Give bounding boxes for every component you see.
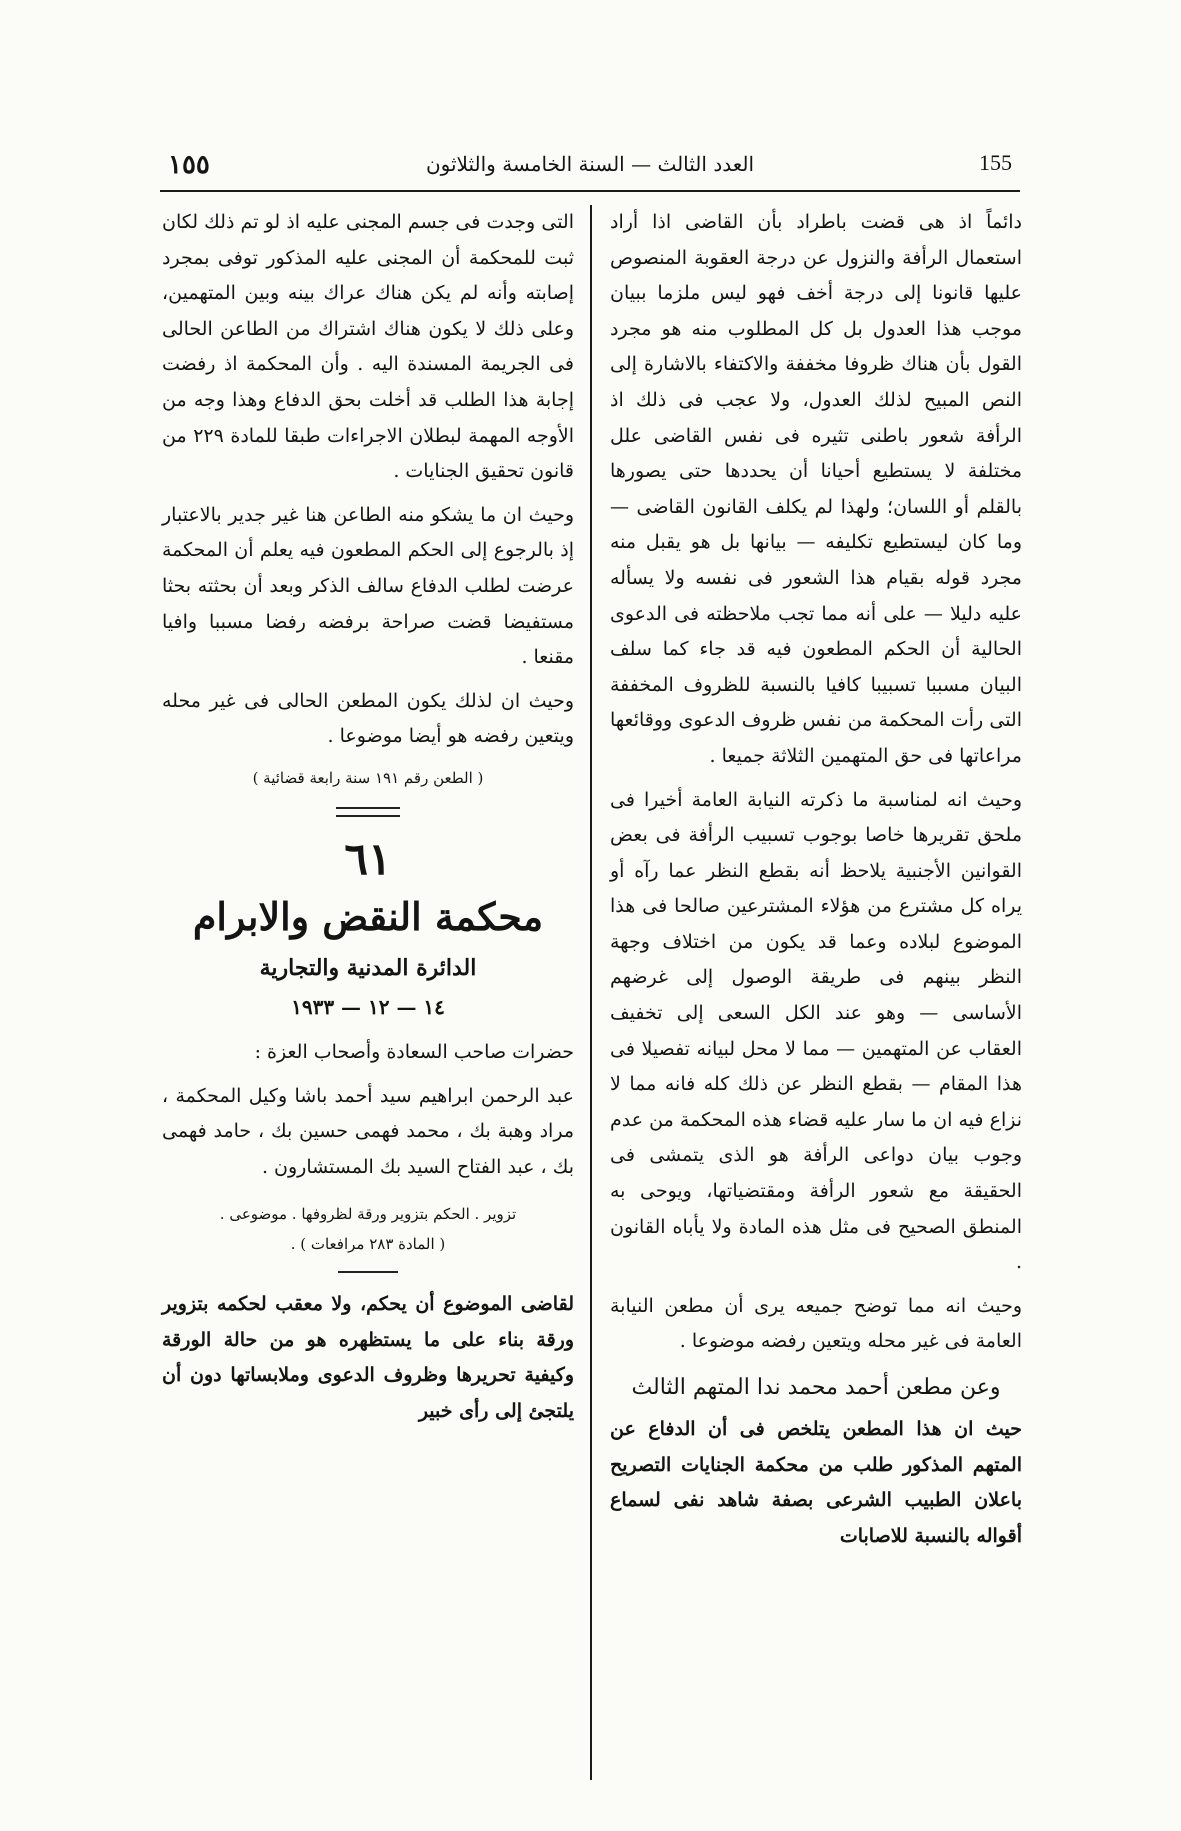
paragraph: لقاضى الموضوع أن يحكم، ولا معقب لحكمه بتزوير ورقة بناء على ما يستظهره هو من حالة الورقة وكيفية تحريرها وظروف الدعوى وملابساتها دون أن يلتجئ إلى رأى خبير	[162, 1293, 574, 1423]
paragraph: وحيث ان ما يشكو منه الطاعن هنا غير جدير بالاعتبار إذ بالرجوع إلى الحكم المطعون فيه يعلم أن المحكمة عرضت لطلب الدفاع سالف الذكر وبعد أن بحثته بحثا مستفيضا قضت صراحة برفضه رفضا مسببا وافيا مقنعا .	[162, 503, 574, 669]
chamber-title: الدائرة المدنية والتجارية	[259, 954, 477, 981]
case-reference: ( الطعن رقم ١٩١ سنة رابعة قضائية )	[252, 768, 484, 787]
paragraph: التى وجدت فى جسم المجنى عليه اذ لو تم ذلك لكان ثبت للمحكمة أن المجنى عليه المذكور توفى بمجرد إصابته وأنه لم يكن هناك عراك بينه وبين المتهمين، وعلى ذلك لا يكون هناك اشتراك من الطاعن الحالى فى الجريمة المسندة اليه . وأن المحكمة اذ رفضت إجابة هذا الطلب قد أخلت بحق الدفاع وهذا وجه من الأوجه المهمة لبطلان الاجراءات طبقا للمادة ٢٢٩ من قانون تحقيق الجنايات .	[162, 211, 574, 483]
page-number-arabic: ١٥٥	[168, 150, 210, 180]
section-number: ٦١	[344, 833, 392, 885]
paragraph: وحيث انه لمناسبة ما ذكرته النيابة العامة أخيرا فى ملحق تقريرها خاصا بوجوب تسبيب الرأفة فى بعض القوانين الأجنبية يلاحظ أنه بقطع النظر عما رآه أو يراه كل مشترع من هؤلاء المشترعين صالحا فى هذا الموضوع لبلاده وعما قد يكون من اختلاف وجهة النظر بينهم فى طريقة الوصول إلى غرضهم الأساسى — وهو عند الكل السعى إلى تخفيف العقاب عن المتهمين — مما لا محل لبيانه تفصيلا فى هذا المقام — بقطع النظر عن ذلك كله فانه مما لا نزاع فيه ان ما سار عليه قضاء هذه المحكمة من عدم وجوب بيان دواعى الرأفة هو الذى يتمشى فى الحقيقة مع شعور الرأفة ومقتضياتها، ويوحى به المنطق الصحيح فى مثل هذه المادة ولا يأباه القانون .	[610, 788, 1022, 1274]
short-separator	[338, 1271, 398, 1273]
right-column	[610, 205, 1022, 1562]
left-column	[162, 205, 574, 1438]
case-summary: تزوير . الحكم بتزوير ورقة لظروفها . موضوعى .	[219, 1205, 517, 1224]
paragraph: وحيث انه مما توضح جميعه يرى أن مطعن النيابة العامة فى غير محله ويتعين رفضه موضوعا .	[610, 1294, 1022, 1353]
session-date: ١٤ — ١٢ — ١٩٣٣	[291, 994, 445, 1019]
paragraph: دائماً اذ هى قضت باطراد بأن القاضى اذا أراد استعمال الرأفة والنزول عن درجة العقوبة المنصوص عليها قانونا إلى درجة أخف فهو ليس ملزما ببيان موجب هذا العدول بل كل المطلوب منه هو مجرد القول بأن هناك ظروفا مخففة والاكتفاء بالاشارة إلى النص المبيح لذلك العدول، ولا عجب فى ذلك اذ الرأفة شعور باطنى تثيره فى نفس القاضى علل مختلفة لا يستطيع أحيانا أن يحددها حتى يصورها بالقلم أو اللسان؛ ولهذا لم يكلف القانون القاضى — وما كان ليستطيع تكليفه — بيانها بل هو يقبل منه مجرد قوله بقيام هذا الشعور فى نفسه ولا يسأله عليه دليلا — على أنه مما تجب ملاحظته فى الدعوى الحالية أن الحكم المطعون فيه قد جاء كما سلف البيان مسببا تسبيبا كافيا بالنسبة للظروف المخففة التى رأت المحكمة من نفس ظروف الدعوى ووقائعها مراعاتها فى حق المتهمين الثلاثة جميعا .	[610, 211, 1022, 767]
page-header	[160, 150, 1020, 190]
paragraph: وحيث ان لذلك يكون المطعن الحالى فى غير محله ويتعين رفضه هو أيضا موضوعا .	[162, 689, 574, 748]
running-title: العدد الثالث — السنة الخامسة والثلاثون	[425, 152, 755, 176]
paragraph: حيث ان هذا المطعن يتلخص فى أن الدفاع عن المتهم المذكور طلب من محكمة الجنايات التصريح باعلان الطبيب الشرعى بصفة شاهد نفى لسماع أقواله بالنسبة للاصابات	[610, 1418, 1022, 1547]
header-rule	[160, 190, 1020, 192]
bench-intro: حضرات صاحب السعادة وأصحاب العزة :	[254, 1040, 574, 1063]
article-reference: ( المادة ٢٨٣ مرافعات ) .	[290, 1235, 446, 1254]
section-subheading: وعن مطعن أحمد محمد ندا المتهم الثالث	[631, 1375, 1001, 1400]
section-separator	[336, 807, 400, 817]
court-title: محكمة النقض والابرام	[192, 893, 544, 939]
column-divider	[590, 205, 592, 1780]
bench-names: عبد الرحمن ابراهيم سيد أحمد باشا وكيل المحكمة ، مراد وهبة بك ، محمد فهمى حسين بك ، حامد فهمى بك ، عبد الفتاح السيد بك المستشارون .	[162, 1084, 574, 1178]
page-number-latin: 155	[979, 150, 1012, 175]
